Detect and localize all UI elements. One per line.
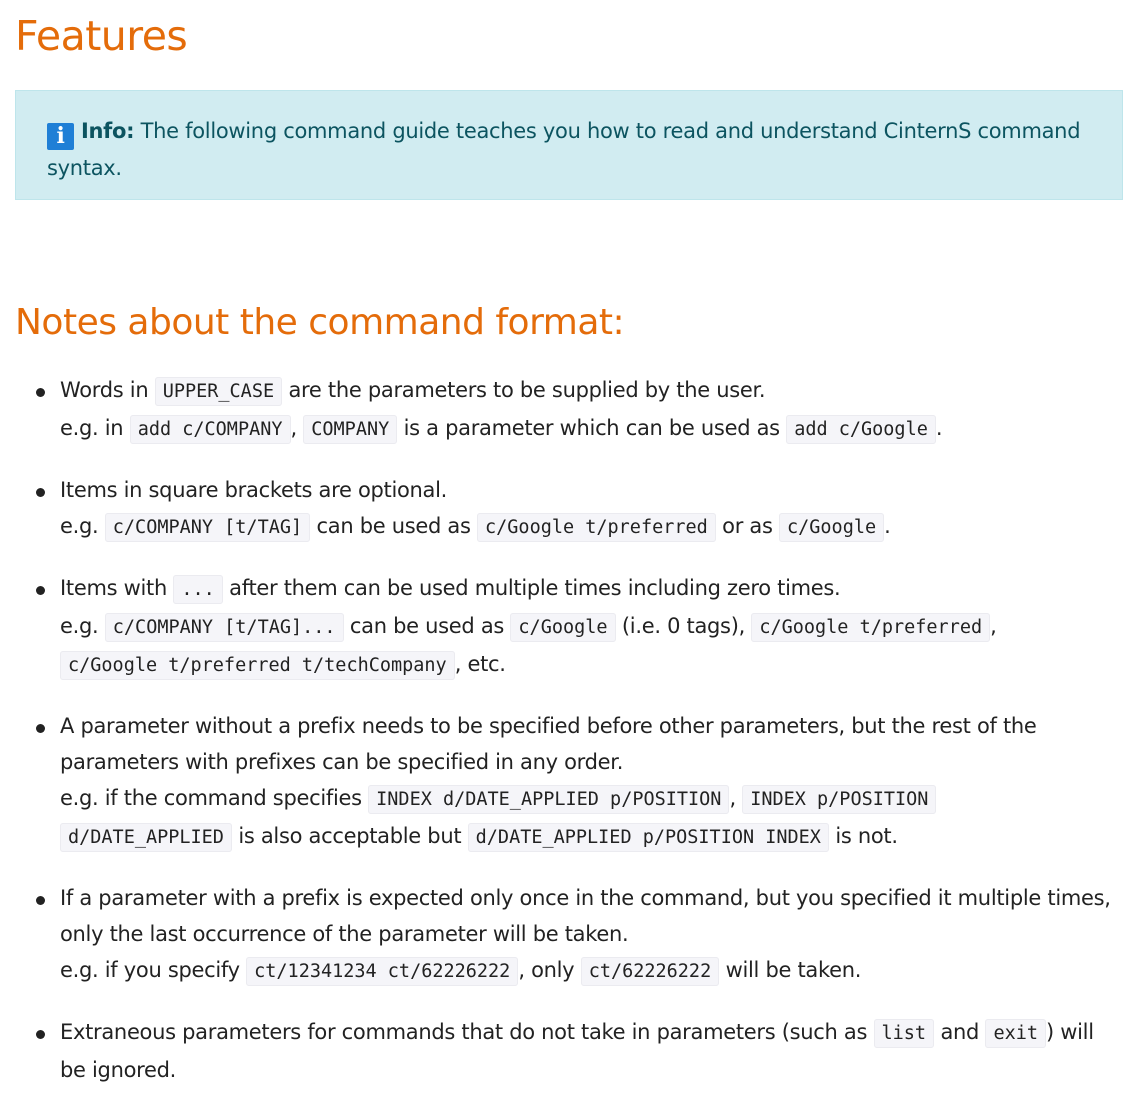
note-text: Extraneous parameters for commands that do not take in parameters (such as <box>60 1020 874 1044</box>
info-text: The following command guide teaches you how to read and understand CinternS command syntax. <box>47 119 1081 180</box>
note-text: Words in <box>60 378 155 402</box>
note-text: Items with <box>60 576 174 600</box>
code-snippet: INDEX p/POSITION <box>742 785 936 814</box>
code-snippet: UPPER_CASE <box>155 377 282 406</box>
section-heading: Notes about the command format: <box>15 302 625 343</box>
note-text: and <box>934 1020 986 1044</box>
code-snippet: list <box>874 1019 935 1048</box>
info-label: Info: <box>81 119 135 143</box>
info-icon: i <box>47 123 74 150</box>
code-snippet: ct/12341234 ct/62226222 <box>246 957 518 986</box>
code-snippet: c/COMPANY [t/TAG]... <box>105 613 344 642</box>
note-text: e.g. if you specify <box>60 958 247 982</box>
code-snippet: d/DATE_APPLIED <box>60 823 232 852</box>
notes-list <box>15 372 1125 1112</box>
note-text: If a parameter with a prefix is expected only once in the command, but you specified it multiple times, only the last occurrence of the parameter will be taken. <box>60 886 1111 946</box>
note-text: ) will be ignored. <box>60 1020 1094 1082</box>
note-text: e.g. if the command specifies <box>60 786 369 810</box>
note-item <box>15 1014 1125 1088</box>
note-text: . <box>884 514 891 538</box>
info-callout <box>15 90 1123 200</box>
code-snippet: add c/Google <box>786 415 936 444</box>
note-text: is a parameter which can be used as <box>397 416 787 440</box>
note-text: (i.e. 0 tags), <box>615 614 752 638</box>
note-text: Items in square brackets are optional. <box>60 478 448 502</box>
code-snippet: c/COMPANY [t/TAG] <box>105 513 310 542</box>
note-text: can be used as <box>310 514 478 538</box>
page-title: Features <box>15 12 188 60</box>
code-snippet: c/Google t/preferred <box>751 613 990 642</box>
code-snippet: INDEX d/DATE_APPLIED p/POSITION <box>368 785 729 814</box>
note-text: . <box>935 416 943 440</box>
note-text: after them can be used multiple times including zero times. <box>222 576 841 600</box>
code-snippet: c/Google t/preferred <box>477 513 716 542</box>
note-item <box>15 570 1125 684</box>
note-item <box>15 708 1125 856</box>
code-snippet: add c/COMPANY <box>130 415 291 444</box>
note-text: A parameter without a prefix needs to be specified before other parameters, but the rest of the parameters with prefixes can be specified in any order. <box>60 714 1037 774</box>
code-snippet: c/Google <box>779 513 884 542</box>
note-text: e.g. <box>60 514 105 538</box>
code-snippet: c/Google t/preferred t/techCompany <box>60 651 455 680</box>
note-text: , etc. <box>454 652 506 676</box>
note-text: are the parameters to be supplied by the user. <box>282 378 766 402</box>
note-text: will be taken. <box>719 958 862 982</box>
note-text: e.g. in <box>60 416 130 440</box>
note-text: , only <box>518 958 581 982</box>
code-snippet: ... <box>173 575 222 604</box>
note-text: or as <box>715 514 779 538</box>
note-text: , <box>990 614 997 638</box>
note-text: can be used as <box>343 614 511 638</box>
note-item <box>15 472 1125 546</box>
code-snippet: d/DATE_APPLIED p/POSITION INDEX <box>468 823 829 852</box>
note-text: is also acceptable but <box>231 824 468 848</box>
code-snippet: exit <box>985 1019 1046 1048</box>
code-snippet: c/Google <box>510 613 615 642</box>
note-text: , <box>290 416 304 440</box>
note-item <box>15 372 1125 448</box>
note-text: is not. <box>828 824 898 848</box>
code-snippet: ct/62226222 <box>581 957 720 986</box>
note-text: , <box>729 786 743 810</box>
note-item <box>15 880 1125 990</box>
note-text: e.g. <box>60 614 105 638</box>
code-snippet: COMPANY <box>303 415 397 444</box>
